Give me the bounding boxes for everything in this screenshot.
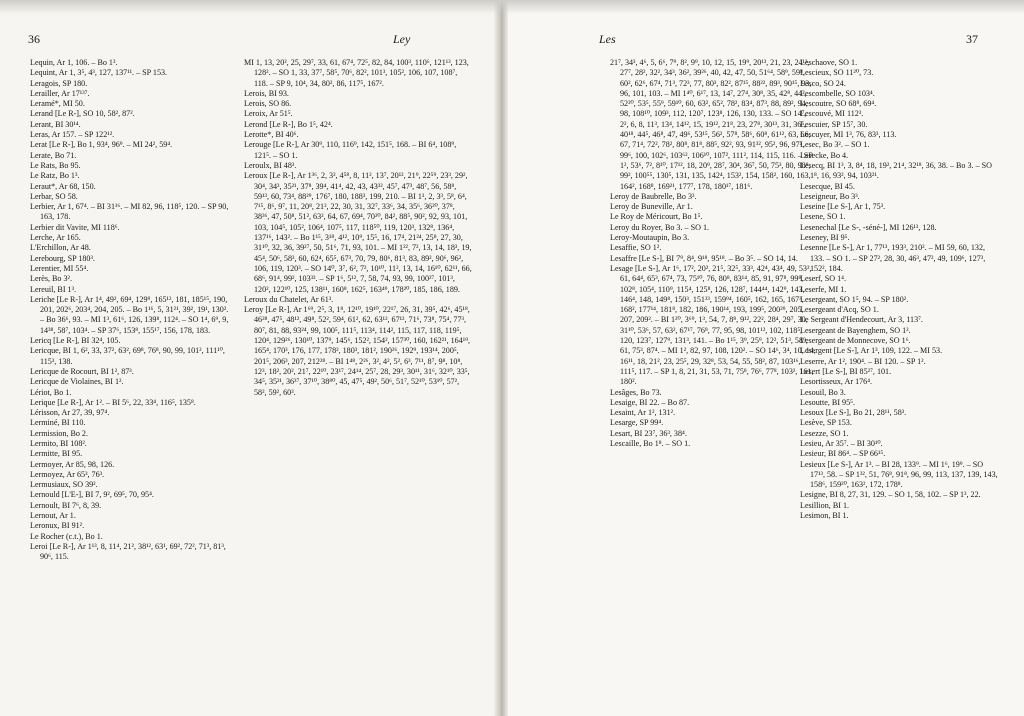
index-entry: Leramé*, MI 50.: [30, 99, 85, 109]
index-entry: Leragois, SP 180.: [30, 78, 88, 88]
index-entry: Lesieux [Le S-], Ar 1³. – BI 28, 133⁹. – MI 1⁶, 19⁹. – SO 17¹³, 58. – SP 1³², 51, 76⁸, 91⁸, 96, 99, 113, 137, 139, 143, 158⁶, 159²⁰, 163², 172, 178⁸.: [800, 459, 998, 490]
index-entry: Lerouge [Le R-], Ar 30⁹, 110, 116⁹, 142, 151⁵, 168. – BI 6⁴, 108⁹, 121⁵. – SO 1.: [244, 140, 457, 160]
index-entry: Lesoux [Le S-], Bo 21, 28¹¹, 58³.: [800, 408, 907, 418]
index-entry: Lerebourg, SP 180³.: [30, 253, 95, 263]
index-column-left-1: [30, 58, 230, 563]
index-entry: Leserfe, MI 1.: [800, 284, 847, 294]
index-entry: Lerant, BI 30¹⁴.: [30, 119, 81, 129]
index-entry: Lérisson, Ar 27, 39, 97⁴.: [30, 408, 110, 418]
index-entry: Lesieu, Ar 35⁷. – BI 30¹⁰.: [800, 438, 883, 448]
index-column-left-2: [244, 58, 472, 398]
index-entry: Leronux, BI 91².: [30, 521, 85, 531]
index-entry: Lesergeant d'Acq, SO 1.: [800, 305, 879, 315]
index-entry: Lesage [Le S-], Ar 1⁶, 17², 20², 21⁵, 32⁵, 33³, 42⁴, 43⁴, 49, 53², 61, 64⁴, 65³, 67⁴, 73, 75¹⁰, 76, 80⁸, 83¹⁴, 85, 91, 97⁸, 99⁸, 102⁸, 105⁴, 110⁹, 115⁴, 125⁸, 126, 128⁷, 144⁴⁴, 142⁹, 143, 146⁴, 148, 149⁸, 150³, 151²³, 159⁹⁴, 160⁵, 162, 165, 167³, 168², 177¹⁴, 181⁸, 182, 186, 190¹⁴, 193, 199⁵, 200²⁹, 205, 207, 209². – BI 1²⁰, 3⁶⁹, 1³, 54, 7, 8⁸, 9¹², 22², 28⁴, 29⁷, 30, 31¹⁰, 53⁶, 57, 63², 67¹⁷, 76⁸, 77, 95, 98, 101¹², 102, 118⁵, 120, 123⁷, 127⁹, 131³, 141. – Bo 1¹⁵, 3⁹, 25⁹, 12², 51³, 58⁹, 61, 75³, 87⁴. – MI 1², 82, 97, 108, 120². – SO 14⁶, 3⁴, 10, 14, 16¹¹, 18, 21², 23, 25⁵, 29, 32⁸, 53, 54, 55, 58², 87, 103¹⁶, 111⁵, 117. – SP 1, 8, 21, 31, 53, 71, 75⁸, 76⁶, 77⁸, 103², 161, 180².: [610, 263, 816, 387]
index-entry: Lerate, Bo 71.: [30, 150, 77, 160]
index-entry: Lesec, Bo 3². – SO 1.: [800, 140, 870, 150]
index-entry: Lescuyer, MI 1³, 76, 83³, 113.: [800, 130, 897, 140]
index-entry: Lesève, SP 153.: [800, 418, 852, 428]
index-entry: Lesigne, BI 8, 27, 31, 129. – SO 1, 58, 102. – SP 1³, 22.: [800, 490, 981, 500]
index-entry: L'Erchillon, Ar 48.: [30, 243, 91, 253]
index-entry: Lesieur, BI 86⁴. – SP 66¹⁵.: [800, 449, 886, 459]
index-entry: Le Ratz, Bo 1³.: [30, 171, 80, 181]
index-entry: Leroix, Ar 51⁵.: [244, 109, 293, 119]
index-entry: Leroy-Moutaupin, Bo 3.: [610, 233, 690, 243]
index-entry: Lerois, SO 86.: [244, 99, 292, 109]
index-entry: Lernout, Ar 1.: [30, 511, 76, 521]
index-entry: Lermoyer, Ar 85, 98, 126.: [30, 459, 115, 469]
index-entry: Leroy du Royer, Bo 3. – SO 1.: [610, 222, 710, 232]
scan-shadow: [0, 0, 1024, 14]
index-entry: Leroy de Buneville, Ar 1.: [610, 202, 693, 212]
left-page: [0, 0, 500, 716]
index-entry: Lesenechal [Le S-, -séné-], MI 126¹³, 128.: [800, 222, 937, 232]
index-entry: Lesco, SO 24.: [800, 78, 846, 88]
index-entry: Lesaint, Ar 1², 131².: [610, 408, 676, 418]
page-number: 36: [28, 32, 40, 46]
index-entry: Lerbier, Ar 1, 67⁴. – BI 31¹⁶. – MI 82, 96, 118⁵, 120. – SP 90, 163, 178.: [30, 202, 229, 222]
index-entry: Leroy [Le R-], Ar 1⁶⁹, 2⁵, 3, 1⁸, 12¹⁰, 19¹⁰, 22¹⁷, 26, 31, 39⁵, 42⁶, 45¹⁸, 46²⁸, 47⁵, 48¹², 49⁸, 52², 59⁴, 61², 62, 63¹², 67¹², 71⁶, 73⁸, 75⁴, 77³, 80⁷, 81, 88, 93²⁴, 99, 100⁵, 111⁵, 113⁴, 114², 115, 117, 118, 119⁵, 120⁴, 129²⁶, 130¹⁰, 137⁹, 145⁶, 152², 154², 157³⁰, 160, 162²¹, 164¹⁹, 165⁴, 170³, 176, 177, 178², 180³, 181², 190²⁶, 192⁹, 193¹⁴, 200⁵, 201⁵, 206³, 207, 212²⁸. – BI 1⁴⁸, 2²⁶, 3², 4², 5², 6³, 7¹¹, 8⁷, 9⁸, 10⁸, 12³, 18², 20², 21⁷, 22¹⁰, 23¹⁷, 24¹⁴, 25⁷, 28, 29³, 30¹¹, 31⁶, 32¹⁰, 33⁵, 34⁵, 35²¹, 36³⁷, 37¹⁰, 38⁸⁰, 45, 47⁵, 49², 50⁶, 51⁷, 52¹⁰, 53¹⁰, 57², 58², 59², 60³.: [244, 305, 471, 397]
index-entry: Leroulx, BI 48³.: [244, 160, 297, 170]
index-entry: Lesecq, BI 1³, 3, 8⁴, 18, 19², 21⁴, 32¹⁸, 36, 38. – Bo 3. – SO 1⁸, 16, 93², 94, 103²¹.: [800, 160, 993, 181]
index-entry: Lesillion, BI 1.: [800, 500, 850, 510]
book-gutter: [494, 0, 508, 716]
index-entry: Leschaove, SO 1.: [800, 58, 858, 67]
index-entry: Lerentier, MI 55⁴.: [30, 263, 89, 273]
index-entry: Lerbar, SO 58.: [30, 191, 78, 201]
index-entry: Lequint, Ar 1, 3⁵, 4³, 127, 137¹¹. – SP 153.: [30, 68, 168, 78]
index-entry: Lescoutre, SO 68⁸, 69⁴.: [800, 99, 877, 109]
index-entry: Lesortisseux, Ar 176⁴.: [800, 377, 873, 387]
index-entry: Lesergent [Le S-], Ar 1³, 109, 122. – MI 53.: [800, 346, 943, 356]
index-entry: Lesarge, SP 99⁴.: [610, 418, 664, 428]
index-entry: Leseine [Le S-], Ar 1, 75³.: [800, 202, 886, 212]
index-entry: Leserre, Ar 1², 190⁴. – BI 120. – SP 1².: [800, 356, 926, 366]
index-entry: Lesart, BI 23⁷, 36³, 38⁴.: [610, 428, 687, 438]
index-entry: Le Rocher (c.t.), Bo 1.: [30, 531, 103, 541]
page-number: 37: [966, 32, 978, 46]
index-entry: Leriche [Le R-], Ar 1⁴, 49², 69⁴, 129⁹, 165¹², 181, 185¹⁵, 190, 201, 202⁶, 203⁴, 204, 205. – Bo 1¹⁶, 5, 31²¹, 39², 19¹, 130². – Bo 36⁶, 93. – MI 1³, 61⁶, 126, 139⁸, 112⁴. – SO 1⁴, 6⁹, 9, 14³⁸, 58⁷, 103⁴. – SP 37⁶, 153⁸, 155¹⁷, 156, 178, 183.: [30, 294, 229, 335]
index-column-right-2: [800, 58, 1000, 521]
index-entry: Lesouil, Bo 3.: [800, 387, 846, 397]
index-entry: Lesaffre [Le S-], BI 7⁹, 8⁴, 9¹⁸, 95¹⁸. – Bo 3⁵. – SO 14, 14.: [610, 253, 798, 263]
index-entry: Lernoult, BI 7⁶, 8, 39.: [30, 500, 102, 510]
index-entry: Lesaffie, SO 1².: [610, 243, 662, 253]
index-entry: Lesergeant de Bayenghem, SO 1².: [800, 325, 911, 335]
index-entry: Lericque, BI 1, 6², 33, 37², 63², 69⁸, 76⁸, 90, 99, 101², 111¹⁰, 115³, 138.: [30, 346, 225, 366]
index-entry: Le Rats, Bo 95.: [30, 160, 81, 170]
index-entry: Lesert [Le S-], BI 85²⁷, 101.: [800, 366, 892, 376]
index-entry: Lescouvé, MI 112³.: [800, 109, 864, 119]
index-entry: Lescombelle, SO 103⁴.: [800, 88, 875, 98]
index-entry: Lerbier dit Vavite, MI 118⁶.: [30, 222, 120, 232]
index-entry: Lesene, SO 1.: [800, 212, 846, 222]
index-entry: Lermito, BI 108².: [30, 438, 87, 448]
index-entry: Lesergeant de Monnecove, SO 1⁶.: [800, 336, 911, 346]
index-entry: Leroux du Chatelet, Ar 61³.: [244, 294, 334, 304]
index-entry: Le Sergeant d'Hendecourt, Ar 3, 113⁷.: [800, 315, 923, 325]
index-entry: Lesenne [Le S-], Ar 1, 77¹³, 193³, 210². – MI 59, 60, 132, 133. – SO 1. – SP 27², 28, 30, 46³, 47², 49, 109⁶, 127³, 152², 184.: [800, 243, 986, 273]
index-entry: Lericque de Rocourt, BI 1², 87³.: [30, 366, 134, 376]
index-entry: Lericq [Le R-], BI 32⁴, 105.: [30, 336, 121, 346]
index-entry: Leraut*, Ar 68, 150.: [30, 181, 96, 191]
index-entry: Leseney, BI 9⁵.: [800, 233, 850, 243]
index-entry: Lermission, Bo 2.: [30, 428, 89, 438]
index-entry: Lériot, Bo 1.: [30, 387, 72, 397]
index-entry: Lequin, Ar 1, 106. – Bo 1³.: [30, 58, 118, 67]
index-entry: Lesergeant, SO 1⁵, 94. – SP 180².: [800, 294, 909, 304]
index-entry: Leras, Ar 157. – SP 122¹².: [30, 130, 115, 140]
index-entry: Lerat [Le R-], Bo 1, 93⁴, 96⁹. – MI 24², 59⁴.: [30, 140, 173, 150]
index-entry: 21⁷, 34³, 4⁶, 5, 6⁶, 7⁹, 8², 9⁹, 10, 12, 15, 19⁹, 20¹³, 21, 23, 24¹³, 27⁷, 28², 32², 34³, 36², 39²⁶, 40, 42, 47, 50, 51⁶⁴, 58⁹, 59⁸, 60², 62⁶, 67⁴, 71³, 72³, 77, 80³, 82², 87¹⁵, 88²², 89³, 90¹⁵, 93, 96, 101, 103. – MI 1⁴⁰, 6¹⁷, 13, 14⁷, 27⁴, 30⁸, 35, 42⁸, 44², 52²⁰, 53⁵, 55⁹, 59¹⁰, 60, 63², 65², 78², 83⁴, 87³, 88, 89², 94, 98, 108¹⁰, 109³, 112, 120⁷, 123⁸, 126, 130, 133. – SO 14⁷, 2², 6, 8, 11³, 13⁴, 14¹², 15, 19¹², 21⁸, 23, 27⁸, 30¹³, 31, 36⁵, 40¹⁸, 44⁵, 46⁸, 47, 49⁶, 53¹⁵, 56², 57⁸, 58⁶, 60⁸, 61¹², 63, 66, 67, 71⁴, 72², 78², 80⁸, 81⁸, 88⁵, 92², 93, 91³², 95², 96, 97⁵, 99⁶, 100, 102⁶, 103⁶², 106¹⁰, 107², 111², 114, 115, 116. – SP 1², 53⁶, 7², 8¹⁰, 17¹², 18, 20⁹, 28⁷, 30⁴, 36⁷, 50, 75³, 80, 98⁸, 99², 100⁵⁵, 130⁵, 131, 135, 142⁴, 153², 154, 158², 160, 163, 164², 168⁸, 169²¹, 177⁷, 178, 180¹⁷, 181⁶.: [610, 58, 813, 191]
index-entry: Lesoutte, BI 95⁵.: [800, 397, 855, 407]
index-entry: Leserf, SO 1⁴.: [800, 274, 846, 284]
index-entry: Lereuil, BI 1³.: [30, 284, 77, 294]
index-entry: Le Roy de Méricourt, Bo 1⁵.: [610, 212, 703, 222]
index-entry: Lernould [L'E-], BI 7, 9², 69⁵, 70, 95⁴.: [30, 490, 154, 500]
index-entry: Leroi [Le R-], Ar 1¹³, 8, 11⁴, 21², 38¹², 63¹, 69², 72², 71³, 81³, 90⁶, 115.: [30, 541, 226, 562]
index-entry: Lerand [Le R-], SO 10, 58², 87².: [30, 109, 135, 119]
index-entry: Lescieux, SO 11²⁰, 73.: [800, 68, 874, 78]
running-head: Les: [599, 32, 616, 46]
index-entry: Lermoyez, Ar 65³, 76³.: [30, 469, 105, 479]
index-entry: Lesâges, Bo 73.: [610, 387, 662, 397]
index-entry: Lerond [Le R-], Bo 1⁵, 42⁴.: [244, 119, 333, 129]
index-entry: Leroux [Le R-], Ar 1³⁶, 2, 3², 4⁵⁸, 8, 11², 13⁷, 20¹², 21⁹, 22⁵⁹, 23³, 29², 30⁴, 34³, 35²¹, 37⁸, 39⁴, 41⁴, 42, 43, 43³², 45⁷, 47³, 48⁷, 56, 58⁸, 59¹³, 60, 73⁴, 88²⁹, 176⁷, 180, 188³, 199, 210. – BI 1³, 2, 3³, 5⁸, 6⁴, 7¹⁵, 8⁶, 9⁷, 11, 20⁸, 21², 22, 30, 31, 32⁷, 33⁶, 34, 35⁶, 36²⁰, 37⁸, 38³⁶, 47, 50⁸, 51², 63², 64, 67, 69⁴, 70²⁰, 84², 88⁵, 90², 92, 93, 101, 103, 104⁵, 105², 106⁴, 107⁵, 117, 118⁵⁰, 119, 120³, 132⁸, 136⁴, 137¹⁶, 143². – Bo 1¹⁵, 3¹⁸, 4¹², 10⁹, 15⁵, 16, 17⁴, 21²⁴, 25⁸, 27, 30, 31¹⁰, 32, 36, 39²⁷, 50, 51⁶, 71, 93, 101. – MI 1²², 7², 13, 14, 18³, 19, 45⁴, 50⁶, 58³, 60, 62⁴, 65⁵, 67³, 70, 79, 80⁶, 81³, 83, 89², 90⁶, 96², 106, 119, 120³. – SO 14⁰, 3⁷, 6², 7², 10¹⁰, 11², 13, 14, 16¹⁰, 62¹¹, 66, 68⁶, 91⁴, 99², 103³³. – SP 1⁶, 5¹², 7, 58, 74, 93, 99, 100²⁷, 101³, 120², 122¹⁰, 125, 138¹¹, 160⁸, 162⁵, 163⁴⁹, 178²⁰, 185, 186, 189.: [244, 171, 472, 294]
index-entry: Lermitte, BI 95.: [30, 449, 83, 459]
index-column-right-1: [610, 58, 816, 449]
index-entry: Lesezze, SO 1.: [800, 428, 849, 438]
index-entry: Lescuier, SP 15⁷, 30.: [800, 119, 868, 129]
index-entry: Lescaille, Bo 1⁸. – SO 1.: [610, 438, 691, 448]
index-entry: Lerailler, Ar 17¹³⁷.: [30, 88, 90, 98]
right-page: [500, 0, 1024, 716]
index-entry: Lerès, Bo 3².: [30, 274, 72, 284]
index-entry: Lesimon, BI 1.: [800, 511, 849, 521]
index-entry: Leseigneur, Bo 3³.: [800, 191, 860, 201]
index-entry: Lermusiaux, SO 39².: [30, 480, 98, 490]
index-entry: MI 1, 13, 20², 25, 29⁷, 33, 61, 67⁴, 72⁵, 82, 84, 100³, 110⁶, 121¹³, 123, 128². – SO 1, 33, 37⁷, 58⁵, 70⁶, 82², 101³, 105², 106, 107, 108⁷, 118. – SP 9, 10⁴, 34, 80², 86, 117⁵, 167².: [244, 58, 469, 88]
index-entry: Lericque de Violaines, BI 1².: [30, 377, 124, 387]
index-entry: Lesaige, BI 22. – Bo 87.: [610, 397, 690, 407]
index-entry: Lerotte*, BI 40⁶.: [244, 130, 299, 140]
index-entry: Lesecke, Bo 4.: [800, 150, 849, 160]
index-entry: Leroy de Baubrelle, Bo 3³.: [610, 191, 697, 201]
index-entry: Lerche, Ar 165.: [30, 233, 81, 243]
running-head: Ley: [393, 32, 411, 46]
index-entry: Lesecque, BI 45.: [800, 181, 855, 191]
index-entry: Lerminé, BI 110.: [30, 418, 86, 428]
index-entry: Lerois, BI 93.: [244, 88, 289, 98]
index-entry: Lerique [Le R-], Ar 1². – BI 5⁶, 22, 33⁴, 116⁵, 135⁸.: [30, 397, 196, 407]
